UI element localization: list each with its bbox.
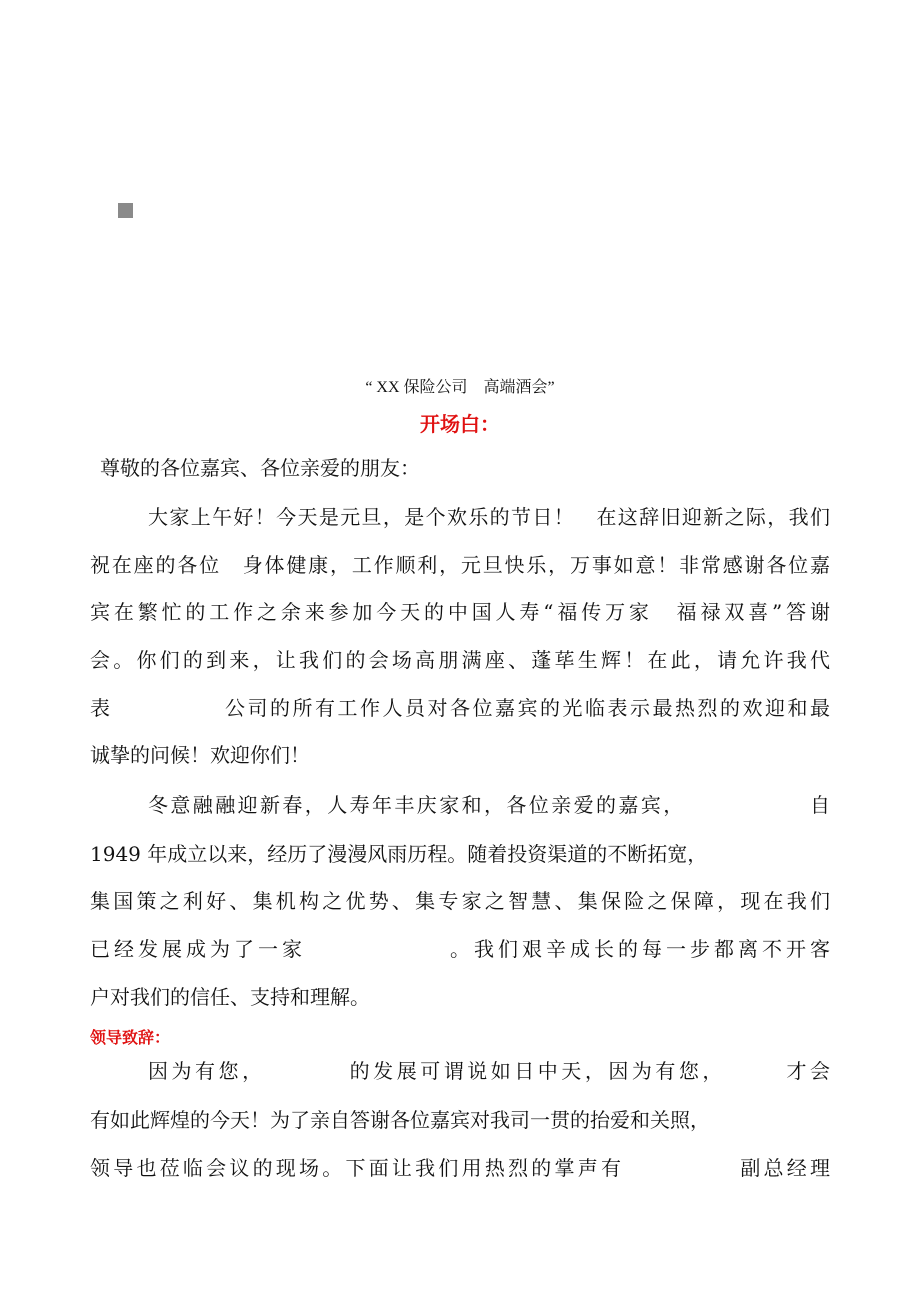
opening-heading: 开场白：: [420, 412, 500, 436]
para1-line: 宾在繁忙的工作之余来参加今天的中国人寿“福传万家 福禄双喜”答谢: [90, 600, 830, 624]
document-title: “ XX 保险公司 高端酒会”: [365, 379, 555, 396]
para3-line: 有如此辉煌的今天！为了亲自答谢各位嘉宾对我司一贯的抬爱和关照，: [90, 1108, 710, 1132]
para1-line: 大家上午好！今天是元旦，是个欢乐的节日！ 在这辞旧迎新之际，我们: [148, 505, 830, 529]
para2-line: 户对我们的信任、支持和理解。: [90, 985, 370, 1009]
para2-line: 集国策之利好、集机构之优势、集专家之智慧、集保险之保障，现在我们: [90, 889, 830, 913]
para1-line: 诚挚的问候！欢迎你们！: [90, 743, 310, 767]
para2-line: 冬意融融迎新春，人寿年丰庆家和，各位亲爱的嘉宾， 自: [148, 793, 830, 817]
square-bullet-icon: [118, 203, 133, 218]
salutation: 尊敬的各位嘉宾、各位亲爱的朋友：: [100, 456, 420, 480]
para1-line: 表 公司的所有工作人员对各位嘉宾的光临表示最热烈的欢迎和最: [90, 696, 830, 720]
leader-speech-heading: 领导致辞：: [90, 1028, 171, 1047]
para3-line: 因为有您， 的发展可谓说如日中天，因为有您， 才会: [148, 1059, 830, 1083]
para2-line: 1949 年成立以来，经历了漫漫风雨历程。随着投资渠道的不断拓宽，: [90, 842, 708, 866]
para2-line: 已经发展成为了一家 。我们艰辛成长的每一步都离不开客: [90, 937, 830, 961]
para1-line: 会。你们的到来，让我们的会场高朋满座、蓬荜生辉！在此，请允许我代: [90, 648, 830, 672]
para3-line: 领导也莅临会议的现场。下面让我们用热烈的掌声有 副总经理: [90, 1156, 830, 1180]
para1-line: 祝在座的各位 身体健康，工作顺利，元旦快乐，万事如意！非常感谢各位嘉: [90, 553, 830, 577]
